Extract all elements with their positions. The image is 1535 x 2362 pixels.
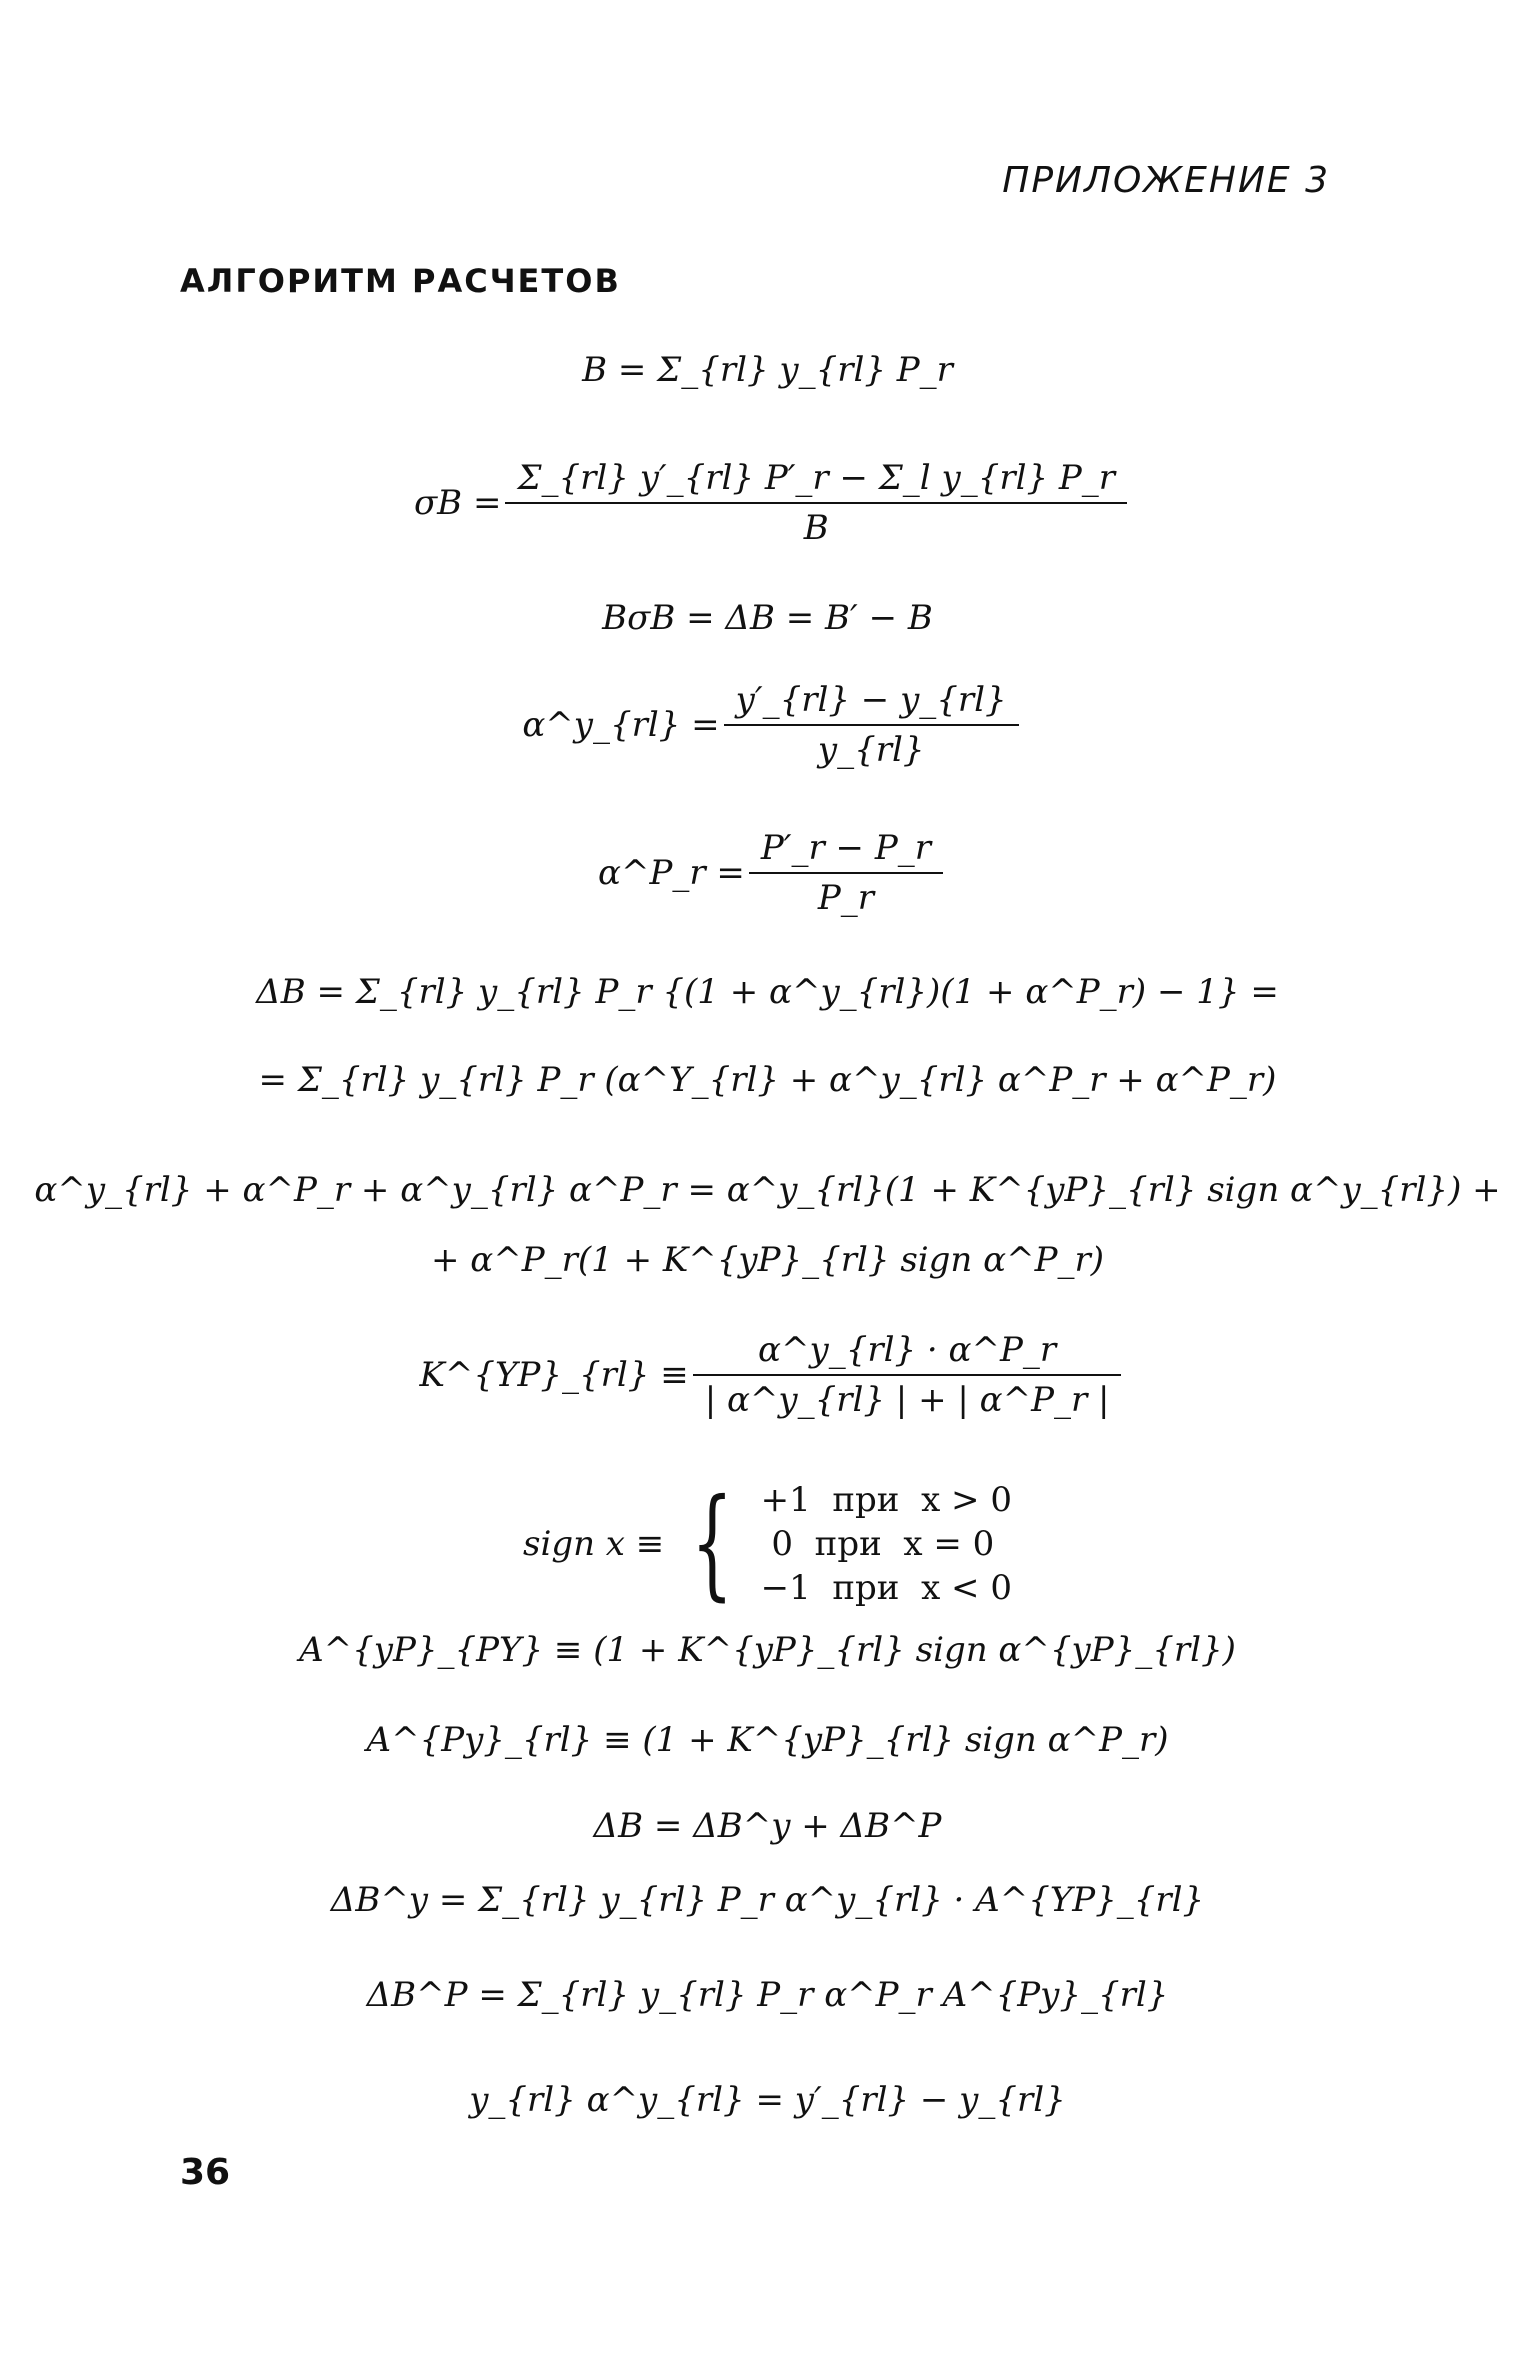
formula-delta-b-p: ΔB^P = Σ_{rl} y_{rl} P_r α^P_r A^{Py}_{rl} xyxy=(366,1975,1169,2015)
formula-expansion-line-1: ΔB = Σ_{rl} y_{rl} P_r {(1 + α^y_{rl})(1 + α^P_r) − 1} = xyxy=(256,972,1279,1012)
formula-k-coefficient xyxy=(0,1330,1535,1420)
formula-expansion-line-2: = Σ_{rl} y_{rl} P_r (α^Y_{rl} + α^y_{rl} α^P_r + α^P_r) xyxy=(258,1060,1277,1100)
formula-y-alpha: y_{rl} α^y_{rl} = y′_{rl} − y_{rl} xyxy=(469,2080,1066,2120)
formula-total-b: B = Σ_{rl} y_{rl} P_r xyxy=(582,350,953,390)
formula-delta-b: BσB = ΔB = B′ − B xyxy=(602,598,933,638)
formula-alpha-p-lhs: α^P_r = xyxy=(598,853,745,893)
formula-a-py: A^{Py}_{rl} ≡ (1 + K^{yP}_{rl} sign α^P_r) xyxy=(366,1720,1169,1760)
formula-sign-lhs: sign x ≡ xyxy=(523,1524,665,1565)
formula-k-lhs: K^{YP}_{rl} ≡ xyxy=(419,1355,689,1395)
formula-delta-b-y: ΔB^y = Σ_{rl} y_{rl} P_r α^y_{rl} · A^{YP}_{rl} xyxy=(330,1880,1205,1920)
formula-alpha-p-fraction xyxy=(755,828,937,918)
section-heading: АЛГОРИТМ РАСЧЕТОВ xyxy=(180,262,621,300)
sign-block xyxy=(523,1474,1012,1614)
formula-sign-definition xyxy=(0,1474,1535,1614)
formula-alpha-p xyxy=(0,828,1535,918)
formula-k-fraction xyxy=(699,1330,1116,1420)
appendix-label: ПРИЛОЖЕНИЕ 3 xyxy=(1002,160,1330,201)
formula-alpha-y-numerator: y′_{rl} − y_{rl} xyxy=(735,680,1007,720)
formula-sigma-b-lhs: σB = xyxy=(413,483,502,523)
left-brace-icon: { xyxy=(691,1474,734,1614)
sign-cases xyxy=(761,1478,1012,1611)
formula-sigma-b xyxy=(0,458,1535,548)
page-number: 36 xyxy=(180,2152,231,2193)
formula-k-denominator: | α^y_{rl} | + | α^P_r | xyxy=(693,1374,1122,1420)
formula-alpha-y-fraction xyxy=(730,680,1013,770)
formula-sigma-b-fraction xyxy=(511,458,1121,548)
formula-sigma-b-denominator: B xyxy=(505,502,1127,548)
formula-a-yp: A^{yP}_{PY} ≡ (1 + K^{yP}_{rl} sign α^{yP}_{rl}) xyxy=(299,1630,1236,1670)
formula-k-numerator: α^y_{rl} · α^P_r xyxy=(758,1330,1057,1370)
sign-case-positive: +1 при x > 0 xyxy=(760,1480,1012,1520)
formula-decomposition-line-2: + α^P_r(1 + K^{yP}_{rl} sign α^P_r) xyxy=(431,1240,1104,1280)
sign-case-negative: −1 при x < 0 xyxy=(760,1568,1012,1609)
formula-sigma-b-numerator: Σ_{rl} y′_{rl} P′_r − Σ_l y_{rl} P_r xyxy=(517,458,1116,498)
formula-alpha-p-denominator: P_r xyxy=(749,872,943,918)
formula-alpha-y-denominator: y_{rl} xyxy=(724,724,1019,770)
formula-delta-b-sum: ΔB = ΔB^y + ΔB^P xyxy=(593,1806,942,1846)
formula-alpha-y xyxy=(0,680,1535,770)
formula-decomposition-line-1: α^y_{rl} + α^P_r + α^y_{rl} α^P_r = α^y_{rl}(1 + K^{yP}_{rl} sign α^y_{rl}) + xyxy=(34,1170,1501,1210)
sign-case-zero: 0 при x = 0 xyxy=(760,1524,995,1565)
formula-alpha-p-numerator: P′_r − P_r xyxy=(760,828,931,868)
formula-alpha-y-lhs: α^y_{rl} = xyxy=(522,705,720,745)
